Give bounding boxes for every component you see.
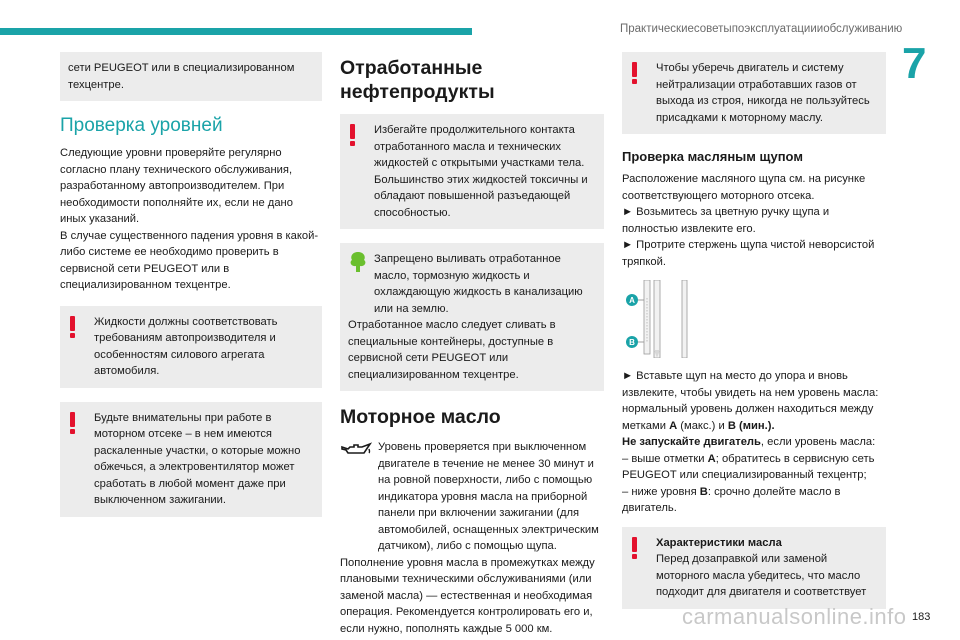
warning-icon: [70, 316, 76, 338]
warning-icon: [632, 537, 638, 559]
dash-text-rest: : срочно долейте масло в двигатель.: [622, 485, 841, 514]
bullet-mark-a: A: [669, 419, 678, 432]
dash-text: – выше отметки: [622, 452, 708, 465]
warning-icon: [632, 62, 638, 84]
warning-box: [622, 52, 886, 134]
bullet-text-mid: (макс.) и: [677, 419, 728, 432]
note-box: [60, 52, 322, 101]
warning-text: Жидкости должны соответствовать требованиям автопроизводителя и особенностям силового агрегата автомобиля.: [94, 315, 278, 377]
eco-box: [340, 243, 604, 391]
warning-title: Характеристики масла: [656, 536, 782, 549]
section-heading-dipstick: Проверка масляным щупом: [622, 149, 803, 164]
section-heading-engine-oil: Моторное масло: [340, 406, 501, 428]
bullet: ► Возьмитесь за цветную ручку щупа и полностью извлеките его.: [622, 206, 830, 235]
warning-text: Перед дозаправкой или заменой моторного масла убедитесь, что масло подходит для двигателя и соответствует: [656, 553, 867, 598]
dash-mark: A: [707, 452, 716, 465]
watermark: carmanualsonline.info: [682, 604, 907, 629]
warning-box-oil-spec: [622, 527, 886, 609]
tree-icon: [348, 251, 368, 273]
paragraph: В случае существенного падения уровня в какой-либо системе ее необходимо проверить в сервисной сети PEUGEOT или в специализированном техцентре.: [60, 229, 319, 291]
warning-icon: [70, 412, 76, 434]
section-heading-used-oil: Отработанные нефтепродукты: [340, 57, 495, 103]
dipstick-diagram: [622, 280, 886, 358]
warning-box: [60, 402, 322, 517]
bullet-mark-b: B (мин.).: [727, 419, 775, 432]
dipstick-illustration: [622, 280, 712, 358]
eco-text: Отработанное масло следует сливать в специальные контейнеры, доступные в сервисной сети PEUGEOT или специализированном техцентре.: [348, 319, 556, 381]
section-heading-levels: Проверка уровней: [60, 115, 223, 136]
no-start-rest: , если уровень масла:: [760, 436, 876, 448]
warning-icon: [350, 124, 356, 146]
warning-text: Избегайте продолжительного контакта отработанного масла и технических жидкостей с открытыми участками тела. Большинство этих жидкостей токсичны и обладают повышенной разъедающей способностью.: [374, 124, 588, 219]
paragraph: Расположение масляного щупа см. на рисунке соответствующего моторного отсека.: [622, 173, 866, 202]
paragraph: Уровень проверяется при выключенном двигателе в течение не менее 30 минут и на ровной поверхности, либо с помощью индикатора уровня масла на приборной панели при включении зажигании (для автомобилей, оснащенных электрическим датчиком), либо с помощью щупа.: [378, 441, 599, 552]
paragraph: Следующие уровни проверяйте регулярно согласно плану технического обслуживания, разработанному автопроизводителем. При необходимости пополняйте их, если не дано иных указаний.: [60, 147, 293, 225]
bullet: ► Протрите стержень щупа чистой неворсистой тряпкой.: [622, 239, 875, 268]
paragraph: Пополнение уровня масла в промежутках между плановыми техническими обслуживаниями (или заменой масла) — естественная и необходимая операция. Рекомендуется контролировать его и, если нужно, пополнять каждые 5 000 км.: [340, 556, 595, 635]
page-number: 183: [912, 611, 931, 623]
bullet-text: ► Вставьте щуп на место до упора и вновь извлеките, чтобы увидеть на нем уровень масла: нормальный уровень должен находиться между метками: [622, 370, 879, 432]
label-a-marker: A: [629, 296, 635, 305]
dash-item: [622, 484, 886, 517]
paragraph: [622, 434, 886, 451]
note-text: сети PEUGEOT или в специализированном техцентре.: [68, 62, 295, 91]
dash-text-rest: ; обратитесь в сервисную сеть PEUGEOT или специализированный техцентр;: [622, 452, 875, 481]
header-accent-bar: [0, 28, 472, 35]
eco-text: Запрещено выливать отработанное масло, тормозную жидкость и охлаждающую жидкость в канализацию или на землю.: [374, 253, 583, 315]
warning-box: [340, 114, 604, 229]
oil-can-icon: [340, 441, 372, 459]
warning-text: Чтобы уберечь двигатель и систему нейтрализации отработавших газов от выхода из строя, никогда не пользуйтесь присадками к моторному маслу.: [656, 62, 870, 124]
chapter-number: 7: [902, 39, 927, 88]
dash-text: – ниже уровня: [622, 485, 700, 498]
label-b-marker: B: [629, 338, 635, 347]
running-header: Практическиесоветыпоэксплуатациииобслуживанию: [620, 23, 903, 35]
bullet: [622, 368, 886, 434]
dash-mark: B: [699, 485, 708, 498]
column-1: [60, 52, 322, 531]
warning-box: [60, 306, 322, 388]
no-start-emphasis: Не запускайте двигатель: [622, 436, 761, 448]
column-3: [622, 52, 886, 623]
column-2: [340, 52, 604, 637]
warning-text: Будьте внимательны при работе в моторном отсеке – в нем имеются раскаленные участки, о которые можно обжечься, а электровентилятор может сработать в любой момент даже при выключенном зажигании.: [94, 411, 301, 506]
oil-paragraph: [340, 439, 604, 555]
dash-item: [622, 451, 886, 484]
